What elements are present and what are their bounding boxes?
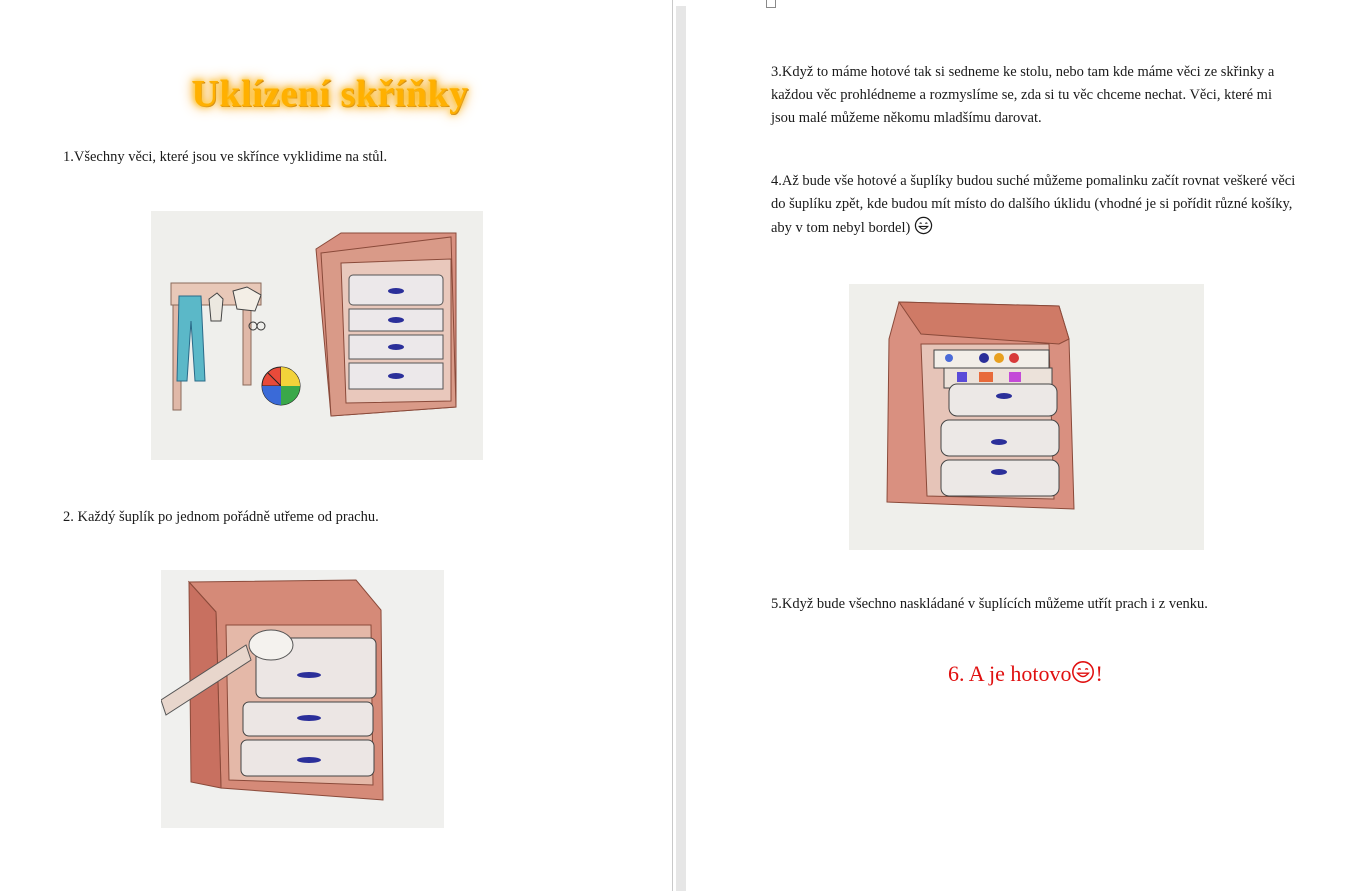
- drawing-desk-and-chest: [151, 211, 483, 460]
- smiley-icon: [914, 216, 933, 243]
- document-title: Uklízení skříňky: [191, 73, 469, 115]
- step-3-text: 3.Když to máme hotové tak si sedneme ke stolu, nebo tam kde máme věci ze skřinky a každou věc prohlédneme a rozmyslíme se, zda si tu věc chceme nechat. Věci, které mi jsou malé můžeme někomu mladšímu darovat.: [771, 64, 1275, 126]
- final-step-suffix: !: [1095, 661, 1103, 686]
- step-2-text: 2. Každý šuplík po jednom pořádně utřeme od prachu.: [63, 509, 379, 525]
- drawing-wiping-drawer: [161, 570, 444, 828]
- step-4-text: [771, 170, 1301, 243]
- step-5-text: 5.Když bude všechno naskládané v šuplících můžeme utřít prach i z venku.: [771, 596, 1208, 612]
- page-gutter-shade: [676, 6, 686, 891]
- step-4-body: 4.Až bude vše hotové a šuplíky budou suché můžeme pomalinku začít rovnat veškeré věci do šuplíku zpět, kde budou mít místo do dalšího úklidu (vhodné je si pořídit různé košíky, aby v tom nebyl bordel): [771, 173, 1296, 236]
- final-step-text: 6. A je hotovo: [948, 661, 1072, 686]
- smiley-icon: [1071, 660, 1095, 690]
- drawing-filled-drawers: [849, 284, 1204, 550]
- text-boundary-mark: [766, 0, 776, 8]
- final-step: [948, 660, 1103, 690]
- step-1-text: 1.Všechny věci, které jsou ve skřínce vyklidime na stůl.: [63, 149, 388, 165]
